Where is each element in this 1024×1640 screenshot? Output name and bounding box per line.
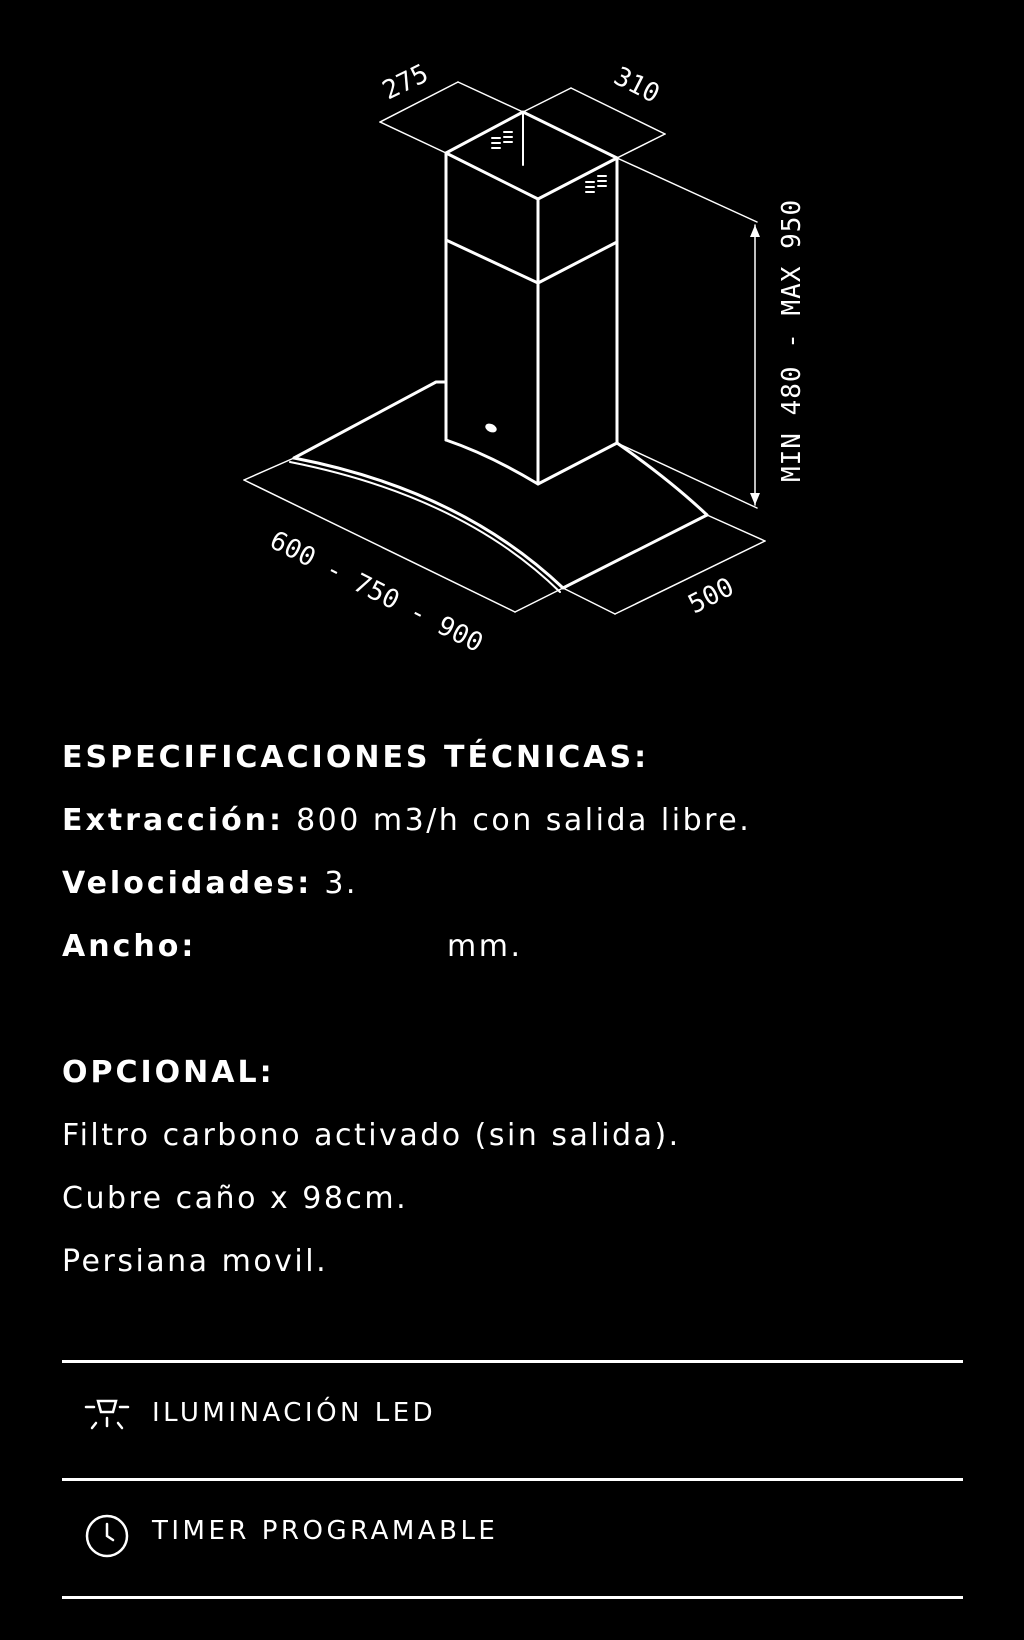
divider — [62, 1596, 963, 1599]
chimney — [446, 112, 617, 484]
dim-width-bottom: 600 - 750 - 900 — [264, 525, 488, 659]
spec-extraction — [62, 803, 962, 838]
hood-dimension-diagram — [0, 0, 1024, 680]
speeds-value: 3. — [324, 866, 358, 901]
speeds-label: Velocidades: — [62, 866, 313, 901]
optional-title: OPCIONAL: — [62, 1055, 275, 1090]
dimension-lines — [244, 82, 765, 614]
extraction-value: 800 m3/h con salida libre. — [296, 803, 752, 838]
width-label: Ancho: — [62, 929, 197, 964]
optional-item: Persiana movil. — [62, 1244, 329, 1279]
spec-width — [62, 929, 962, 964]
dim-depth-bottom: 500 — [683, 572, 740, 621]
feature-led-label: ILUMINACIÓN LED — [152, 1398, 437, 1428]
dim-width-top: 310 — [608, 61, 665, 110]
feature-timer — [62, 1501, 963, 1571]
canopy — [290, 382, 707, 592]
spec-speeds — [62, 866, 962, 901]
dim-height: MIN 480 - MAX 950 — [777, 198, 807, 482]
dim-depth-top: 275 — [377, 58, 434, 107]
optional-item: Filtro carbono activado (sin salida). — [62, 1118, 681, 1153]
feature-led — [62, 1383, 963, 1453]
optional-item: Cubre caño x 98cm. — [62, 1181, 409, 1216]
divider — [62, 1478, 963, 1481]
extraction-label: Extracción: — [62, 803, 285, 838]
clock-icon — [82, 1511, 132, 1561]
specs-title: ESPECIFICACIONES TÉCNICAS: — [62, 740, 650, 775]
feature-timer-label: TIMER PROGRAMABLE — [152, 1516, 499, 1546]
width-value: mm. — [447, 929, 523, 964]
led-lamp-icon — [82, 1393, 132, 1443]
divider — [62, 1360, 963, 1363]
